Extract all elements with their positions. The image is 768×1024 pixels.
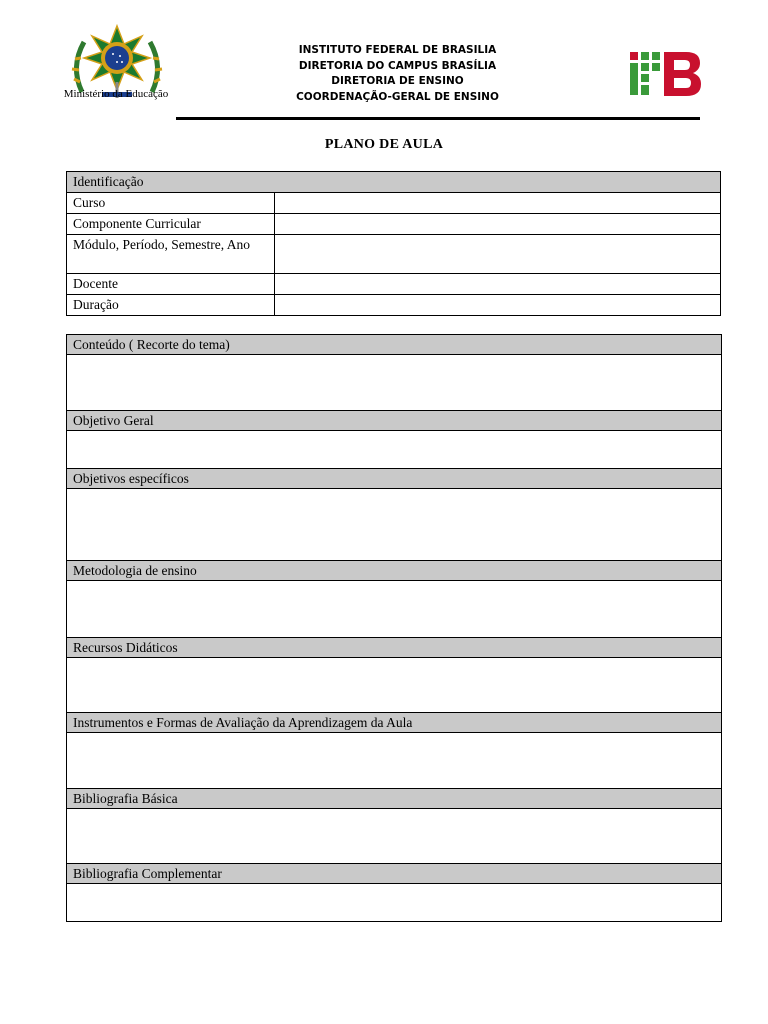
identification-heading: Identificação: [67, 172, 721, 193]
header-divider: [176, 117, 700, 120]
componente-curricular-field[interactable]: [275, 214, 721, 235]
section-heading: Bibliografia Complementar: [67, 864, 722, 884]
table-row: [67, 274, 721, 295]
section-heading: Objetivo Geral: [67, 411, 722, 431]
metodologia-field[interactable]: [67, 581, 722, 638]
table-row: [67, 295, 721, 316]
table-row: [67, 193, 721, 214]
curso-field[interactable]: [275, 193, 721, 214]
recursos-didaticos-field[interactable]: [67, 658, 722, 713]
table-row: [67, 235, 721, 274]
section-heading: Instrumentos e Formas de Avaliação da Aprendizagem da Aula: [67, 713, 722, 733]
row-label: Componente Curricular: [67, 214, 275, 235]
duracao-field[interactable]: [275, 295, 721, 316]
docente-field[interactable]: [275, 274, 721, 295]
bibliografia-basica-field[interactable]: [67, 809, 722, 864]
bibliografia-complementar-field[interactable]: [67, 884, 722, 922]
conteudo-field[interactable]: [67, 355, 722, 411]
row-label: Curso: [67, 193, 275, 214]
institution-line: DIRETORIA DO CAMPUS BRASÍLIA: [298, 59, 497, 72]
row-label: Duração: [67, 295, 275, 316]
document-title: PLANO DE AULA: [324, 137, 444, 152]
institution-header: [260, 43, 535, 105]
lesson-sections-table: [66, 334, 722, 922]
row-label: Docente: [67, 274, 275, 295]
section-heading: Metodologia de ensino: [67, 561, 722, 581]
row-label: Módulo, Período, Semestre, Ano: [67, 235, 275, 274]
ifb-logo-icon: [628, 50, 702, 98]
section-heading: Recursos Didáticos: [67, 638, 722, 658]
section-heading: Conteúdo ( Recorte do tema): [67, 335, 722, 355]
institution-line: INSTITUTO FEDERAL DE BRASILIA: [298, 44, 497, 56]
objetivos-especificos-field[interactable]: [67, 489, 722, 561]
institution-line: DIRETORIA DE ENSINO: [331, 75, 464, 87]
section-heading: Objetivos específicos: [67, 469, 722, 489]
modulo-periodo-field[interactable]: [275, 235, 721, 274]
ministry-caption: Ministério da Educação: [63, 88, 169, 100]
table-row: [67, 214, 721, 235]
objetivo-geral-field[interactable]: [67, 431, 722, 469]
institution-line: COORDENAÇÃO-GERAL DE ENSINO: [296, 90, 499, 103]
identification-table: [66, 171, 721, 316]
avaliacao-field[interactable]: [67, 733, 722, 789]
section-heading: Bibliografia Básica: [67, 789, 722, 809]
